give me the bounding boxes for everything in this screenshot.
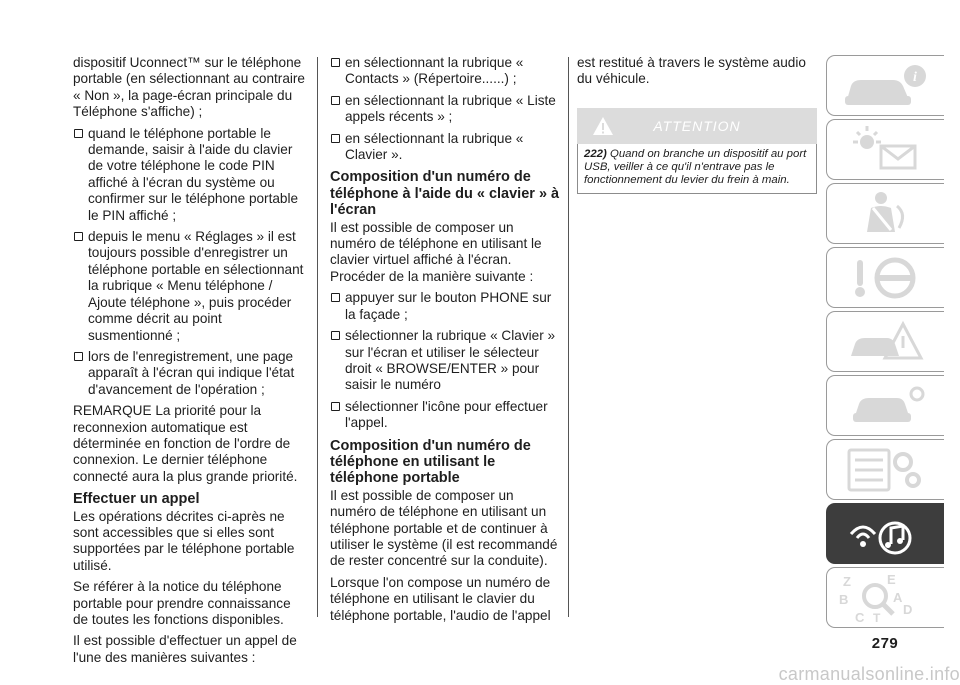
section-heading: Composition d'un numéro de téléphone à l'aide du « clavier » à l'écran — [330, 169, 560, 219]
bullet-item: lors de l'enregistrement, une page apparaît à l'écran qui indique l'état d'avancement de l'opération ; — [73, 349, 305, 398]
tab-lights-warning[interactable] — [826, 119, 944, 180]
alphabetical-index-icon — [837, 572, 937, 624]
car-service-icon — [837, 380, 937, 432]
paragraph: Lorsque l'on compose un numéro de téléphone en utilisant le clavier du téléphone portable, l'audio de l'appel — [330, 574, 551, 623]
paragraph: est restitué à travers le système audio du véhicule. — [577, 55, 806, 87]
index-letter: D — [903, 602, 913, 617]
tab-safety[interactable] — [826, 183, 944, 244]
index-letter: C — [855, 610, 865, 624]
index-letter: A — [893, 590, 903, 605]
bullet-item: appuyer sur le bouton PHONE sur la façade ; — [330, 290, 562, 323]
bullet-item: depuis le menu « Réglages » il est toujours possible d'enregistrer un téléphone portable en sélectionnant la rubrique « Menu téléphone / Ajoute téléphone », puis procéder comme décrit au point susmentionné ; — [73, 229, 305, 344]
text-column-2 — [330, 55, 562, 629]
svg-text:i: i — [913, 70, 917, 85]
attention-number: 222) — [584, 147, 607, 160]
index-letter: B — [839, 592, 849, 607]
warning-icon — [591, 114, 615, 138]
text-column-1 — [73, 55, 305, 671]
tab-technical-data[interactable] — [826, 439, 944, 500]
bullet-item: en sélectionnant la rubrique « Clavier ». — [330, 131, 562, 164]
attention-header — [577, 108, 817, 144]
tab-emergency[interactable] — [826, 311, 944, 372]
tab-maintenance[interactable] — [826, 375, 944, 436]
tab-info[interactable] — [826, 55, 944, 116]
section-heading: Composition d'un numéro de téléphone en utilisant le téléphone portable — [330, 437, 531, 487]
index-letter: T — [873, 611, 881, 624]
paragraph: Il est possible de composer un numéro de téléphone en utilisant un téléphone portable et de continuer à utiliser le système (il est recommandé de rester concentré sur la conduite). — [330, 487, 558, 569]
column-divider — [317, 57, 318, 617]
section-heading: Effectuer un appel — [73, 491, 200, 508]
bullet-item: sélectionner l'icône pour effectuer l'appel. — [330, 399, 562, 432]
bullet-item: en sélectionnant la rubrique « Liste appels récents » ; — [330, 93, 562, 126]
tab-starting-driving[interactable] — [826, 247, 944, 308]
attention-title: ATTENTION — [653, 117, 741, 134]
attention-body — [577, 144, 817, 195]
settings-list-icon — [837, 444, 937, 496]
paragraph: Les opérations décrites ci-après ne sont accessibles que si elles sont supportées par le téléphone portable utilisé. — [73, 508, 295, 573]
tab-multimedia[interactable] — [826, 503, 944, 564]
remark-paragraph: REMARQUE La priorité pour la reconnexion automatique est déterminée en fonction de l'ordre de connexion. Le dernier téléphone connecté aura la plus grande priorité. — [73, 403, 298, 484]
paragraph: Il est possible de composer un numéro de téléphone en utilisant le clavier virtuel affiché à l'écran. Procéder de la manière suivante : — [330, 219, 542, 284]
seatbelt-icon — [837, 188, 937, 240]
paragraph: Se référer à la notice du téléphone portable pour prendre connaissance de toutes les fonctions disponibles. — [73, 579, 291, 627]
watermark: carmanualsonline.info — [778, 664, 960, 684]
index-letter: E — [887, 572, 896, 587]
text-column-3 — [577, 55, 817, 194]
emergency-icon — [837, 316, 937, 368]
multimedia-music-icon — [837, 508, 937, 560]
page-number: 279 — [871, 635, 899, 652]
car-info-icon — [837, 60, 937, 112]
paragraph: Il est possible d'effectuer un appel de l'une des manières suivantes : — [73, 633, 297, 665]
warning-lights-icon — [837, 124, 937, 176]
bullet-item: en sélectionnant la rubrique « Contacts » (Répertoire......) ; — [330, 55, 562, 88]
paragraph: dispositif Uconnect™ sur le téléphone portable (en sélectionnant au contraire « Non », la page-écran principale du Téléphone s'affiche) ; — [73, 55, 305, 120]
bullet-item: sélectionner la rubrique « Clavier » sur l'écran et utiliser le sélecteur droit « BROWSE/ENTER » pour saisir le numéro — [330, 328, 562, 394]
steering-wheel-icon — [837, 252, 937, 304]
attention-text: Quand on branche un dispositif au port USB, veiller à ce qu'il n'entrave pas le fonctionnement du levier du frein à main. — [584, 147, 807, 187]
bullet-item: quand le téléphone portable le demande, saisir à l'aide du clavier de votre téléphone le code PIN affiché à l'écran du système ou confirmer sur le téléphone portable le PIN affiché ; — [73, 126, 305, 224]
index-letter: Z — [843, 574, 851, 589]
tab-index[interactable] — [826, 567, 944, 628]
column-divider — [568, 57, 569, 617]
